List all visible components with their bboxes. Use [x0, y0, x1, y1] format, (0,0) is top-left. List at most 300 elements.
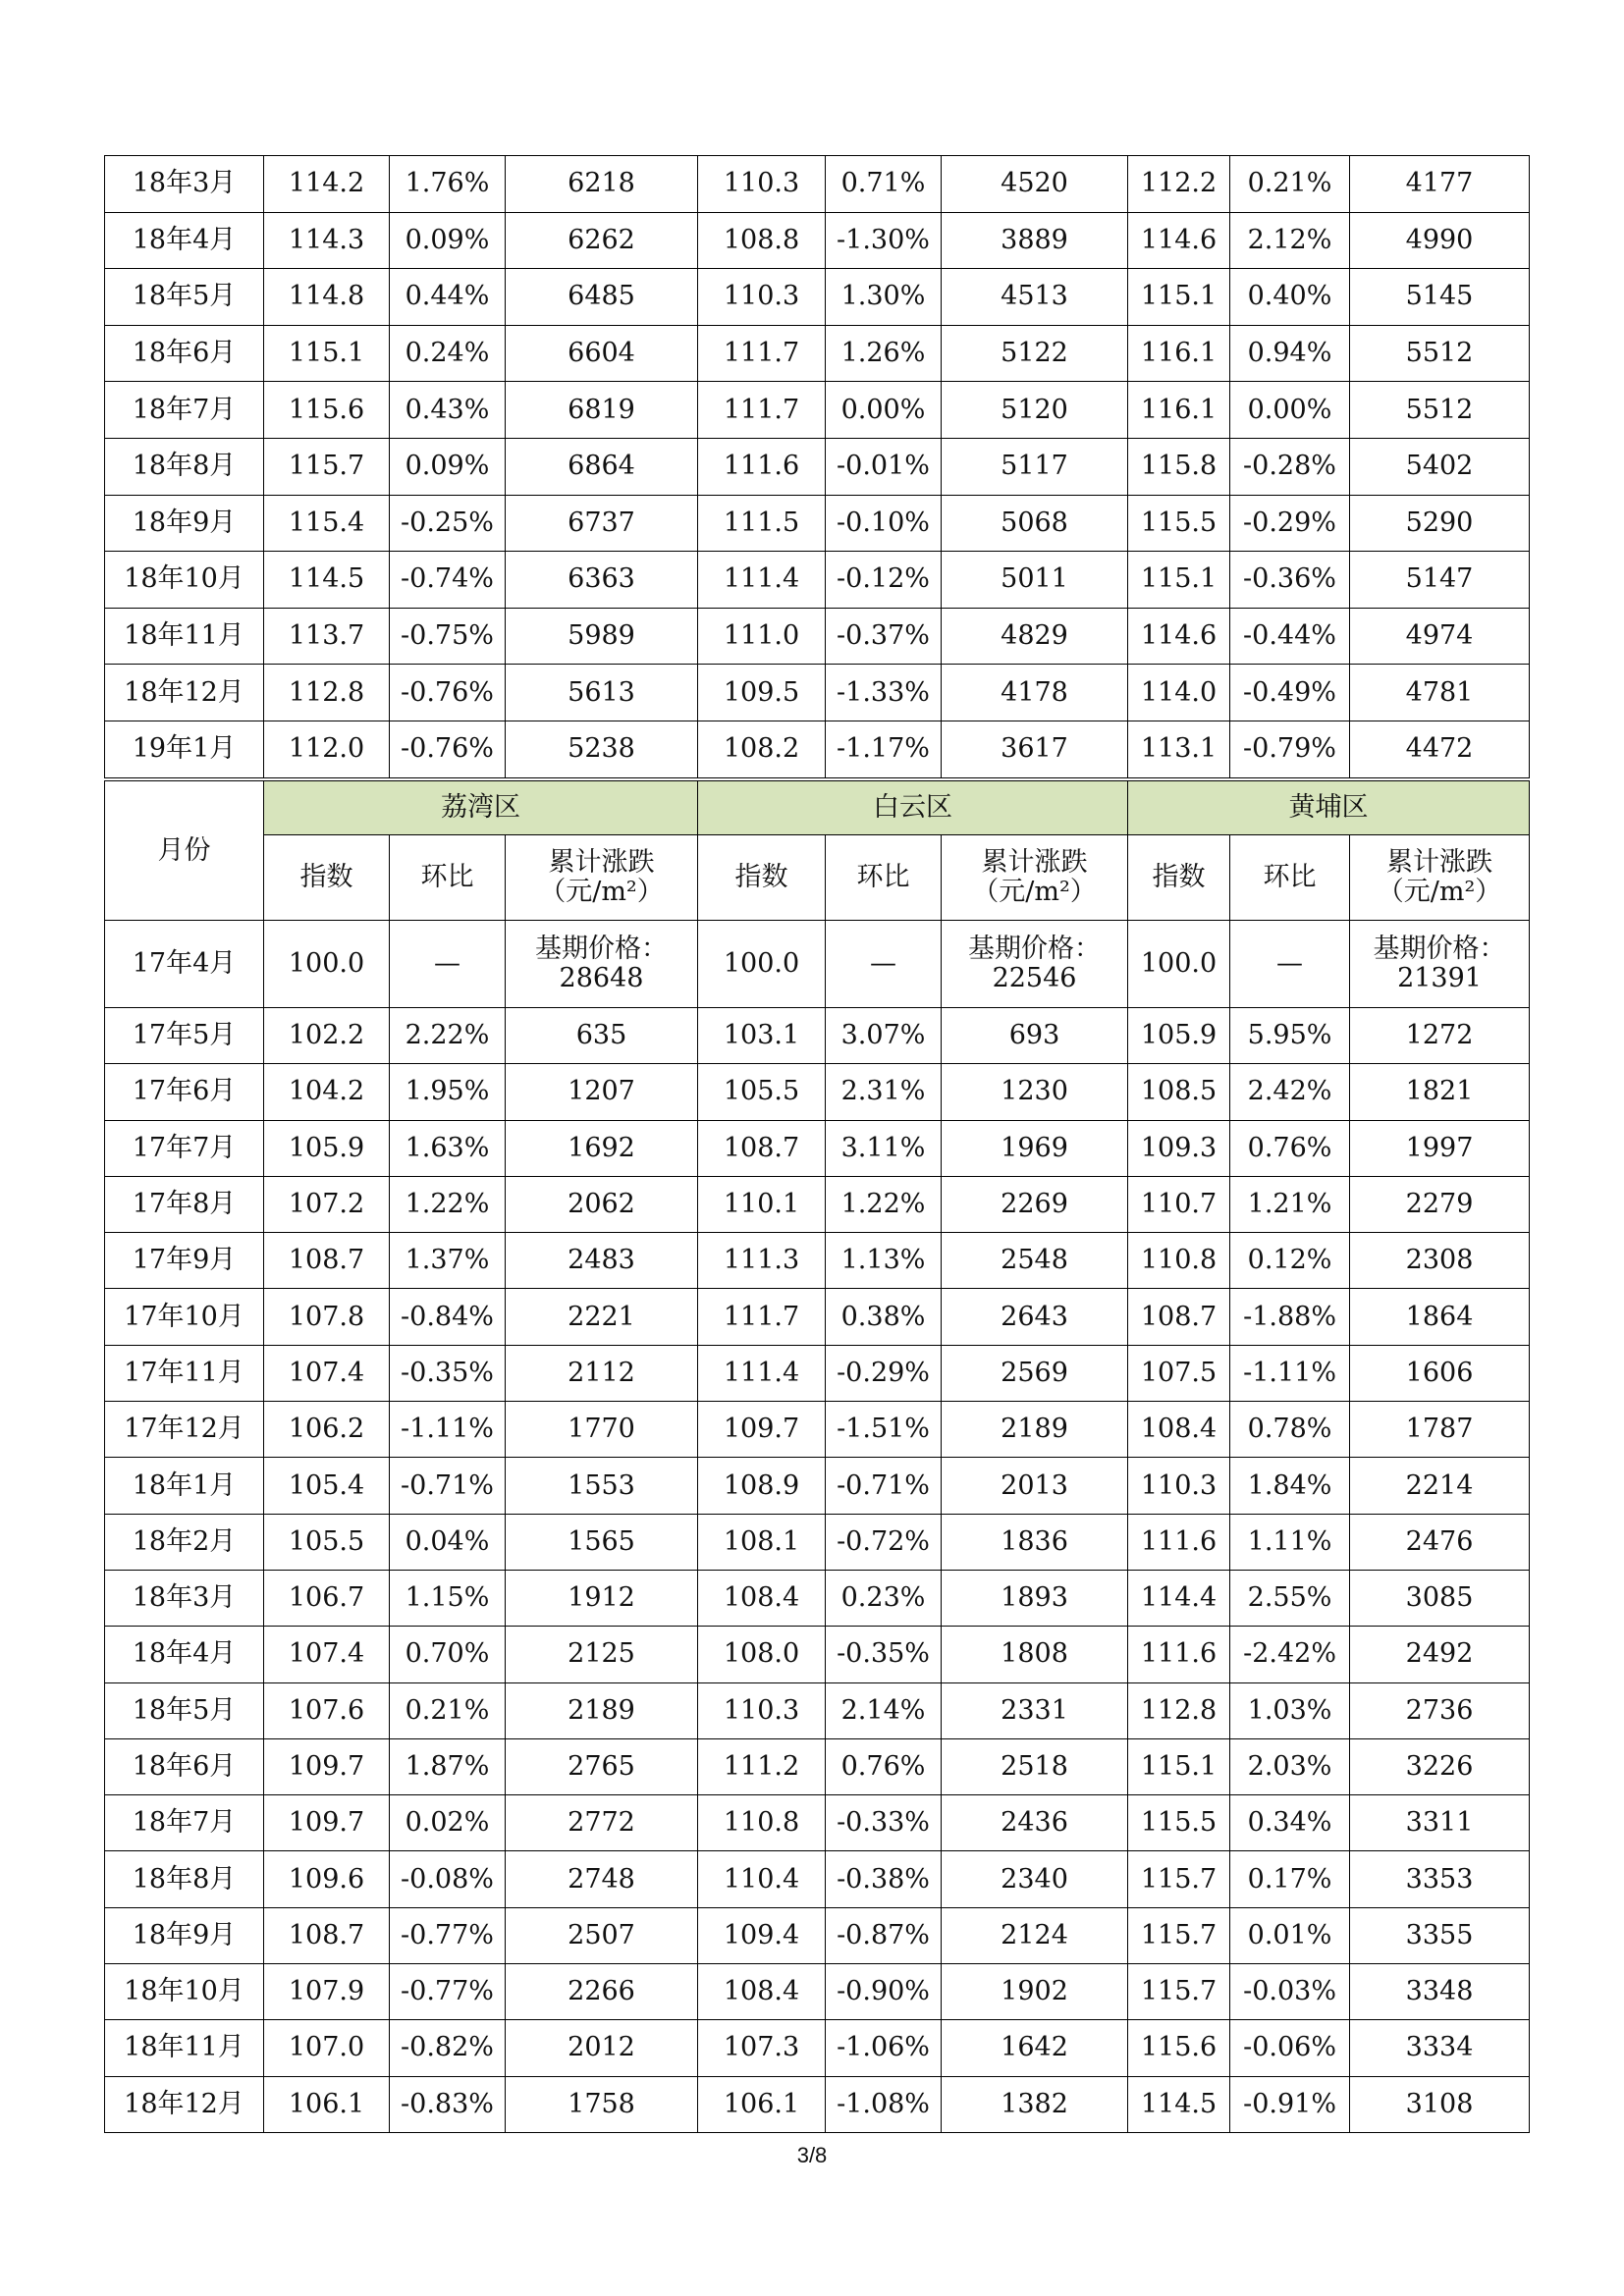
table-cell: 114.4: [1128, 1570, 1230, 1626]
table-cell: 2.03%: [1230, 1738, 1350, 1794]
table-cell: 0.76%: [826, 1738, 942, 1794]
table-cell: 108.7: [1128, 1289, 1230, 1345]
month-cell: 17年10月: [105, 1289, 264, 1345]
table-cell: 114.0: [1128, 665, 1230, 721]
subheader-index: 指数: [1128, 835, 1230, 921]
table-cell: 5402: [1350, 438, 1530, 495]
table-cell: 114.2: [264, 156, 390, 213]
table-cell: 108.2: [698, 721, 826, 777]
table-cell: 2340: [942, 1851, 1128, 1907]
district-header-liwan: 荔湾区: [264, 781, 698, 835]
month-cell: 18年7月: [105, 382, 264, 439]
table-row: [105, 325, 1530, 382]
table-cell: 109.7: [264, 1738, 390, 1794]
table-cell: -0.71%: [390, 1458, 506, 1514]
table-cell: -1.88%: [1230, 1289, 1350, 1345]
table-cell: 5989: [506, 608, 698, 665]
table-cell: 115.7: [1128, 1907, 1230, 1963]
table-cell: 107.4: [264, 1345, 390, 1401]
base-price-cell: 基期价格： 28648: [506, 921, 698, 1008]
table-cell: -0.03%: [1230, 1964, 1350, 2020]
table-row: [105, 269, 1530, 326]
table-cell: 107.4: [264, 1627, 390, 1682]
table-row: [105, 1008, 1530, 1064]
table-cell: -1.30%: [826, 212, 942, 269]
table-cell: 1912: [506, 1570, 698, 1626]
table-cell: 2266: [506, 1964, 698, 2020]
table-cell: 5120: [942, 382, 1128, 439]
table-cell: -1.11%: [1230, 1345, 1350, 1401]
table-cell: -0.90%: [826, 1964, 942, 2020]
table-cell: —: [826, 921, 942, 1008]
table-cell: -0.29%: [826, 1345, 942, 1401]
table-cell: 2308: [1350, 1233, 1530, 1289]
month-cell: 17年6月: [105, 1064, 264, 1120]
table-cell: 0.44%: [390, 269, 506, 326]
table-cell: 109.6: [264, 1851, 390, 1907]
table-cell: -1.06%: [826, 2020, 942, 2076]
table-cell: 2221: [506, 1289, 698, 1345]
table-cell: 114.6: [1128, 608, 1230, 665]
table-cell: -0.87%: [826, 1907, 942, 1963]
table-row: [105, 2020, 1530, 2076]
table-cell: 1.26%: [826, 325, 942, 382]
base-price-cell: 基期价格： 21391: [1350, 921, 1530, 1008]
table-cell: 4990: [1350, 212, 1530, 269]
month-cell: 18年10月: [105, 1964, 264, 2020]
month-cell: 18年3月: [105, 156, 264, 213]
table-cell: 2643: [942, 1289, 1128, 1345]
table-cell: -0.75%: [390, 608, 506, 665]
table-cell: 3311: [1350, 1795, 1530, 1851]
table-cell: 112.8: [1128, 1682, 1230, 1738]
month-cell: 17年7月: [105, 1120, 264, 1176]
subheader-index: 指数: [698, 835, 826, 921]
month-cell: 18年8月: [105, 438, 264, 495]
table-cell: 6262: [506, 212, 698, 269]
table-cell: 100.0: [1128, 921, 1230, 1008]
table-cell: 4513: [942, 269, 1128, 326]
table-cell: 1207: [506, 1064, 698, 1120]
table-cell: 1836: [942, 1514, 1128, 1570]
table-cell: -0.37%: [826, 608, 942, 665]
table-cell: 1.63%: [390, 1120, 506, 1176]
table-cell: 5011: [942, 552, 1128, 609]
table-cell: 110.3: [698, 1682, 826, 1738]
table-cell: 103.1: [698, 1008, 826, 1064]
table-cell: 1272: [1350, 1008, 1530, 1064]
month-cell: 19年1月: [105, 721, 264, 777]
table-cell: 110.1: [698, 1176, 826, 1232]
table-cell: 5117: [942, 438, 1128, 495]
table-cell: 115.4: [264, 495, 390, 552]
table-cell: -0.35%: [826, 1627, 942, 1682]
table-cell: 2189: [506, 1682, 698, 1738]
table-cell: 1692: [506, 1120, 698, 1176]
table-cell: 112.2: [1128, 156, 1230, 213]
table-cell: 107.9: [264, 1964, 390, 2020]
table-cell: 115.5: [1128, 495, 1230, 552]
table-cell: 3085: [1350, 1570, 1530, 1626]
table-cell: 105.9: [1128, 1008, 1230, 1064]
table-cell: 5147: [1350, 552, 1530, 609]
table-cell: 1.87%: [390, 1738, 506, 1794]
table-cell: -0.49%: [1230, 665, 1350, 721]
table-cell: -1.11%: [390, 1402, 506, 1458]
district-header-huangpu: 黄埔区: [1128, 781, 1530, 835]
month-cell: 18年8月: [105, 1851, 264, 1907]
table-row: [105, 1738, 1530, 1794]
table-cell: 1902: [942, 1964, 1128, 2020]
table-cell: 4829: [942, 608, 1128, 665]
table-cell: 0.21%: [390, 1682, 506, 1738]
table-cell: 5238: [506, 721, 698, 777]
table-cell: -0.25%: [390, 495, 506, 552]
table-cell: —: [1230, 921, 1350, 1008]
table-row: [105, 1851, 1530, 1907]
table-cell: 1864: [1350, 1289, 1530, 1345]
table-cell: 3.07%: [826, 1008, 942, 1064]
table-row: [105, 1627, 1530, 1682]
table-cell: 1606: [1350, 1345, 1530, 1401]
table-cell: 110.8: [698, 1795, 826, 1851]
table-cell: 113.1: [1128, 721, 1230, 777]
table-cell: 4178: [942, 665, 1128, 721]
table-cell: 0.21%: [1230, 156, 1350, 213]
table-cell: 1893: [942, 1570, 1128, 1626]
month-cell: 18年6月: [105, 1738, 264, 1794]
table-cell: 1.11%: [1230, 1514, 1350, 1570]
table-cell: 2436: [942, 1795, 1128, 1851]
table-cell: 2331: [942, 1682, 1128, 1738]
table-cell: 115.1: [1128, 1738, 1230, 1794]
table-cell: 108.9: [698, 1458, 826, 1514]
table-row: [105, 1402, 1530, 1458]
table-cell: 107.5: [1128, 1345, 1230, 1401]
table-cell: 1.22%: [390, 1176, 506, 1232]
table-cell: 1.84%: [1230, 1458, 1350, 1514]
table-cell: 1565: [506, 1514, 698, 1570]
table-cell: 5068: [942, 495, 1128, 552]
subheader-cumulative: 累计涨跌 （元/m²）: [506, 835, 698, 921]
table-cell: 115.1: [1128, 552, 1230, 609]
table-cell: 108.4: [698, 1570, 826, 1626]
table-cell: 0.04%: [390, 1514, 506, 1570]
table-row: [105, 1570, 1530, 1626]
table-cell: -0.36%: [1230, 552, 1350, 609]
table-row: [105, 1120, 1530, 1176]
table-cell: 3355: [1350, 1907, 1530, 1963]
subheader-cumulative: 累计涨跌 （元/m²）: [942, 835, 1128, 921]
table-cell: -0.35%: [390, 1345, 506, 1401]
table-row: [105, 552, 1530, 609]
table-cell: 115.5: [1128, 1795, 1230, 1851]
table-cell: 6218: [506, 156, 698, 213]
table-cell: 111.6: [1128, 1514, 1230, 1570]
table-cell: 1.30%: [826, 269, 942, 326]
month-cell: 18年2月: [105, 1514, 264, 1570]
table-row: [105, 2076, 1530, 2132]
table-cell: -0.74%: [390, 552, 506, 609]
table-cell: 1642: [942, 2020, 1128, 2076]
month-cell: 17年9月: [105, 1233, 264, 1289]
table-cell: 2748: [506, 1851, 698, 1907]
table-cell: 0.09%: [390, 212, 506, 269]
table-cell: 110.3: [698, 269, 826, 326]
table-cell: -0.44%: [1230, 608, 1350, 665]
table-cell: 2765: [506, 1738, 698, 1794]
table-cell: 112.0: [264, 721, 390, 777]
table-cell: 2214: [1350, 1458, 1530, 1514]
subheader-mom: 环比: [390, 835, 506, 921]
month-cell: 17年11月: [105, 1345, 264, 1401]
base-period-row: [105, 921, 1530, 1008]
table-cell: 109.3: [1128, 1120, 1230, 1176]
table-row: [105, 1064, 1530, 1120]
table-cell: 0.00%: [1230, 382, 1350, 439]
table-cell: 2012: [506, 2020, 698, 2076]
page-number: 3/8: [796, 2143, 828, 2167]
table-cell: 0.24%: [390, 325, 506, 382]
table-row: [105, 1682, 1530, 1738]
price-index-table-top: [104, 155, 1530, 778]
table-cell: 115.8: [1128, 438, 1230, 495]
table-cell: -0.84%: [390, 1289, 506, 1345]
table-cell: -0.38%: [826, 1851, 942, 1907]
table-cell: 111.6: [1128, 1627, 1230, 1682]
table-cell: -1.17%: [826, 721, 942, 777]
table-cell: 5512: [1350, 325, 1530, 382]
table-cell: 1.95%: [390, 1064, 506, 1120]
table-cell: 1230: [942, 1064, 1128, 1120]
table-cell: 108.8: [698, 212, 826, 269]
table-cell: 106.1: [264, 2076, 390, 2132]
table-cell: 1821: [1350, 1064, 1530, 1120]
table-cell: 1.76%: [390, 156, 506, 213]
table-cell: 0.12%: [1230, 1233, 1350, 1289]
table-cell: 1758: [506, 2076, 698, 2132]
table-cell: 111.7: [698, 1289, 826, 1345]
table-cell: 105.5: [698, 1064, 826, 1120]
table-cell: 1770: [506, 1402, 698, 1458]
table-row: [105, 1289, 1530, 1345]
table-cell: 2476: [1350, 1514, 1530, 1570]
table-cell: 2.31%: [826, 1064, 942, 1120]
table-cell: 107.3: [698, 2020, 826, 2076]
table-cell: 2062: [506, 1176, 698, 1232]
table-cell: -0.28%: [1230, 438, 1350, 495]
table-cell: 109.5: [698, 665, 826, 721]
price-index-table-bottom: [104, 780, 1530, 2133]
month-cell: 17年8月: [105, 1176, 264, 1232]
table-cell: —: [390, 921, 506, 1008]
table-cell: 114.6: [1128, 212, 1230, 269]
table-row: [105, 1907, 1530, 1963]
table-cell: 108.7: [264, 1907, 390, 1963]
table-row: [105, 382, 1530, 439]
month-cell: 17年5月: [105, 1008, 264, 1064]
table-cell: 2013: [942, 1458, 1128, 1514]
table-cell: 0.02%: [390, 1795, 506, 1851]
table-cell: 2.12%: [1230, 212, 1350, 269]
table-cell: -1.08%: [826, 2076, 942, 2132]
table-cell: 111.4: [698, 1345, 826, 1401]
subheader-mom: 环比: [826, 835, 942, 921]
table-row: [105, 495, 1530, 552]
table-cell: -1.51%: [826, 1402, 942, 1458]
table-cell: 2279: [1350, 1176, 1530, 1232]
subheader-mom: 环比: [1230, 835, 1350, 921]
district-header-row: [105, 781, 1530, 835]
table-cell: 0.76%: [1230, 1120, 1350, 1176]
table-cell: 0.43%: [390, 382, 506, 439]
table-row: [105, 1514, 1530, 1570]
table-cell: 115.7: [264, 438, 390, 495]
table-cell: 2569: [942, 1345, 1128, 1401]
table-cell: -0.79%: [1230, 721, 1350, 777]
table-cell: 3226: [1350, 1738, 1530, 1794]
table-cell: 4781: [1350, 665, 1530, 721]
month-cell: 18年3月: [105, 1570, 264, 1626]
table-row: [105, 608, 1530, 665]
table-cell: 3.11%: [826, 1120, 942, 1176]
table-cell: 0.94%: [1230, 325, 1350, 382]
table-cell: 107.2: [264, 1176, 390, 1232]
month-cell: 18年5月: [105, 269, 264, 326]
table-cell: 4520: [942, 156, 1128, 213]
table-cell: 115.6: [1128, 2020, 1230, 2076]
table-cell: 0.34%: [1230, 1795, 1350, 1851]
table-cell: 5512: [1350, 382, 1530, 439]
table-cell: 110.3: [698, 156, 826, 213]
table-cell: 111.7: [698, 325, 826, 382]
table-cell: 115.1: [264, 325, 390, 382]
table-row: [105, 156, 1530, 213]
table-cell: 5122: [942, 325, 1128, 382]
table-cell: 114.5: [264, 552, 390, 609]
table-cell: 2124: [942, 1907, 1128, 1963]
table-cell: 111.5: [698, 495, 826, 552]
table-cell: 693: [942, 1008, 1128, 1064]
table-cell: 105.5: [264, 1514, 390, 1570]
table-cell: 113.7: [264, 608, 390, 665]
table-cell: 1997: [1350, 1120, 1530, 1176]
table-cell: 115.1: [1128, 269, 1230, 326]
table-cell: 109.7: [698, 1402, 826, 1458]
table-cell: 109.4: [698, 1907, 826, 1963]
table-cell: 106.1: [698, 2076, 826, 2132]
table-cell: 0.01%: [1230, 1907, 1350, 1963]
table-cell: 1.21%: [1230, 1176, 1350, 1232]
table-cell: 4974: [1350, 608, 1530, 665]
base-price-cell: 基期价格： 22546: [942, 921, 1128, 1008]
table-cell: 1.03%: [1230, 1682, 1350, 1738]
table-cell: 115.7: [1128, 1851, 1230, 1907]
month-cell: 18年9月: [105, 1907, 264, 1963]
table-cell: -0.77%: [390, 1964, 506, 2020]
table-cell: -0.06%: [1230, 2020, 1350, 2076]
table-cell: 0.70%: [390, 1627, 506, 1682]
table-row: [105, 1345, 1530, 1401]
table-cell: 102.2: [264, 1008, 390, 1064]
table-cell: 2125: [506, 1627, 698, 1682]
table-cell: -0.08%: [390, 1851, 506, 1907]
table-cell: 4472: [1350, 721, 1530, 777]
table-cell: 2189: [942, 1402, 1128, 1458]
table-cell: 3617: [942, 721, 1128, 777]
table-cell: 1787: [1350, 1402, 1530, 1458]
table-cell: 6737: [506, 495, 698, 552]
table-row: [105, 1458, 1530, 1514]
table-cell: 1808: [942, 1627, 1128, 1682]
table-cell: 1.15%: [390, 1570, 506, 1626]
table-cell: -0.29%: [1230, 495, 1350, 552]
table-cell: 3889: [942, 212, 1128, 269]
month-cell: 17年12月: [105, 1402, 264, 1458]
table-row: [105, 1233, 1530, 1289]
table-cell: 2.22%: [390, 1008, 506, 1064]
table-cell: -0.76%: [390, 721, 506, 777]
table-cell: 114.8: [264, 269, 390, 326]
table-cell: 2.42%: [1230, 1064, 1350, 1120]
table-cell: 107.0: [264, 2020, 390, 2076]
table-cell: 6604: [506, 325, 698, 382]
table-cell: 116.1: [1128, 382, 1230, 439]
month-cell: 18年11月: [105, 2020, 264, 2076]
table-cell: 5145: [1350, 269, 1530, 326]
table-cell: 0.78%: [1230, 1402, 1350, 1458]
table-cell: 111.2: [698, 1738, 826, 1794]
table-cell: 107.6: [264, 1682, 390, 1738]
table-row: [105, 1795, 1530, 1851]
table-cell: 106.2: [264, 1402, 390, 1458]
table-cell: -0.10%: [826, 495, 942, 552]
subheader-row: [105, 835, 1530, 921]
table-cell: 5613: [506, 665, 698, 721]
table-cell: 112.8: [264, 665, 390, 721]
table-cell: 635: [506, 1008, 698, 1064]
table-cell: 2548: [942, 1233, 1128, 1289]
table-cell: 1.22%: [826, 1176, 942, 1232]
table-cell: 3348: [1350, 1964, 1530, 2020]
table-cell: 108.7: [264, 1233, 390, 1289]
table-cell: 17年4月: [105, 921, 264, 1008]
table-cell: 110.7: [1128, 1176, 1230, 1232]
table-cell: 0.17%: [1230, 1851, 1350, 1907]
table-cell: 105.9: [264, 1120, 390, 1176]
table-cell: 108.4: [698, 1964, 826, 2020]
table-row: [105, 1964, 1530, 2020]
table-cell: 114.5: [1128, 2076, 1230, 2132]
table-cell: 0.40%: [1230, 269, 1350, 326]
month-cell: 18年10月: [105, 552, 264, 609]
table-cell: -0.91%: [1230, 2076, 1350, 2132]
table-cell: 2.14%: [826, 1682, 942, 1738]
table-cell: 1.13%: [826, 1233, 942, 1289]
table-cell: 0.23%: [826, 1570, 942, 1626]
table-cell: 100.0: [264, 921, 390, 1008]
table-row: [105, 212, 1530, 269]
table-row: [105, 665, 1530, 721]
month-cell: 18年5月: [105, 1682, 264, 1738]
table-cell: -0.01%: [826, 438, 942, 495]
table-cell: 116.1: [1128, 325, 1230, 382]
table-cell: 6485: [506, 269, 698, 326]
table-cell: -0.77%: [390, 1907, 506, 1963]
table-cell: 115.6: [264, 382, 390, 439]
table-cell: 110.4: [698, 1851, 826, 1907]
table-cell: 3353: [1350, 1851, 1530, 1907]
